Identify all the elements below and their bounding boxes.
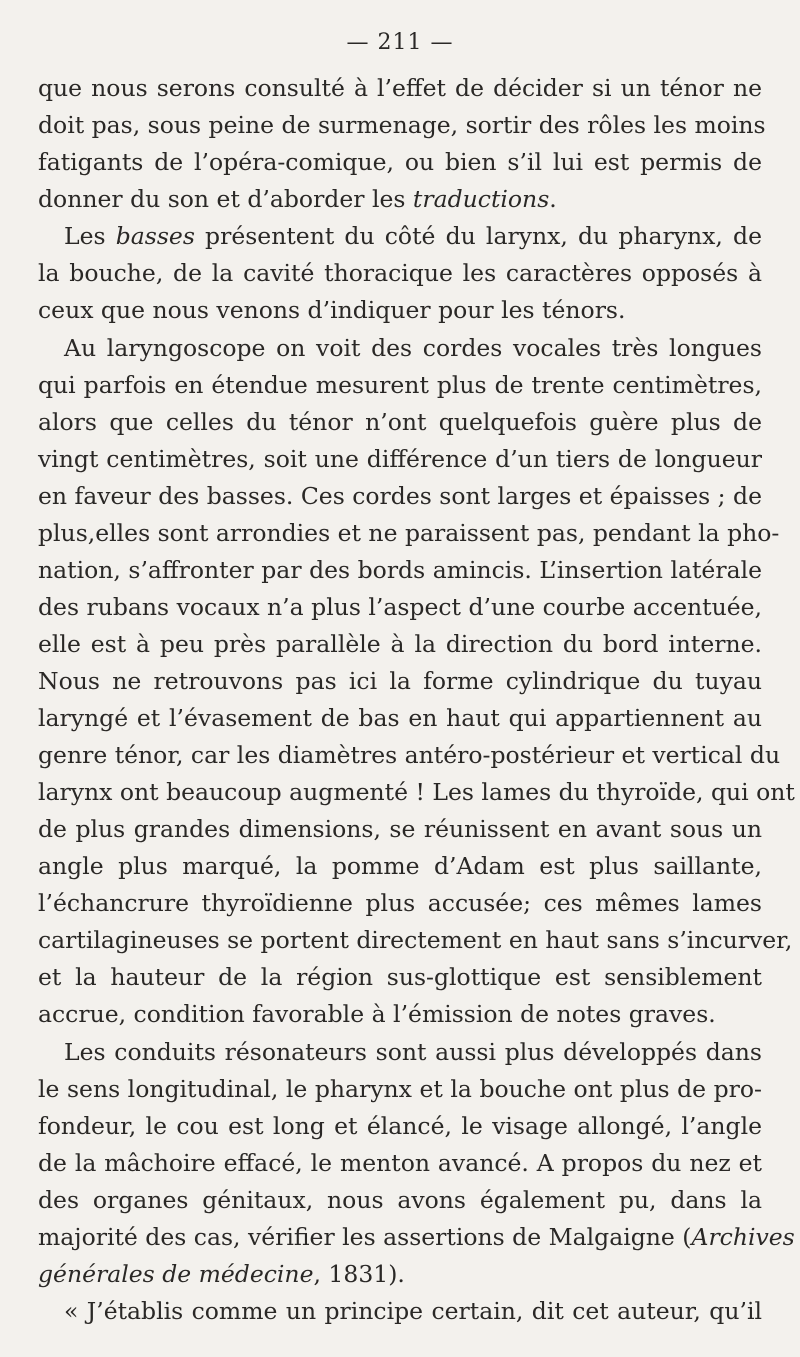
page-number: — 211 — (346, 30, 454, 55)
text-line: générales de médecine, 1831). (38, 1260, 405, 1288)
text-line: qui parfois en étendue mesurent plus de trente centimètres, (38, 371, 762, 399)
text-line: vingt centimètres, soit une différence d’un tiers de longueur (38, 445, 762, 473)
text-line: cartilagineuses se portent directement en haut sans s’incurver, (38, 926, 793, 954)
text-line: doit pas, sous peine de surmenage, sortir des rôles les moins (38, 111, 766, 139)
text-line: des rubans vocaux n’a plus l’aspect d’une courbe accentuée, (38, 593, 762, 621)
text-line: fatigants de l’opéra-comique, ou bien s’il lui est permis de (38, 148, 762, 176)
text-line: que nous serons consulté à l’effet de décider si un ténor ne (38, 74, 762, 102)
text-line: Au laryngoscope on voit des cordes vocales très longues (64, 334, 762, 362)
text-line: l’échancrure thyroïdienne plus accusée; ces mêmes lames (38, 889, 762, 917)
text-line: « J’établis comme un principe certain, dit cet auteur, qu’il (64, 1297, 762, 1325)
text-line: alors que celles du ténor n’ont quelquefois guère plus de (38, 408, 762, 436)
text-line: fondeur, le cou est long et élancé, le visage allongé, l’angle (38, 1112, 762, 1140)
text-line: de la mâchoire effacé, le menton avancé. A propos du nez et (38, 1149, 762, 1177)
text-line: des organes génitaux, nous avons également pu, dans la (38, 1186, 762, 1214)
text-line: le sens longitudinal, le pharynx et la bouche ont plus de pro- (38, 1075, 762, 1103)
text-line: larynx ont beaucoup augmenté ! Les lames du thyroïde, qui ont (38, 778, 795, 806)
text-line: plus,elles sont arrondies et ne paraissent pas, pendant la pho- (38, 519, 780, 547)
text-line: donner du son et d’aborder les traductions. (38, 185, 557, 213)
text-line: de plus grandes dimensions, se réunissent en avant sous un (38, 815, 762, 843)
text-line: ceux que nous venons d’indiquer pour les ténors. (38, 296, 626, 324)
text-line: laryngé et l’évasement de bas en haut qui appartiennent au (38, 704, 762, 732)
text-line: Nous ne retrouvons pas ici la forme cylindrique du tuyau (38, 667, 762, 695)
text-line: elle est à peu près parallèle à la direction du bord interne. (38, 630, 762, 658)
text-line: Les basses présentent du côté du larynx, du pharynx, de (64, 222, 763, 250)
text-line: et la hauteur de la région sus-glottique est sensiblement (38, 963, 762, 991)
text-line: accrue, condition favorable à l’émission de notes graves. (38, 1000, 716, 1028)
text-line: angle plus marqué, la pomme d’Adam est plus saillante, (38, 852, 762, 880)
text-line: nation, s’affronter par des bords amincis. L’insertion latérale (38, 556, 762, 584)
text-line: genre ténor, car les diamètres antéro-postérieur et vertical du (38, 741, 781, 769)
text-line: majorité des cas, vérifier les assertions de Malgaigne (Archives (38, 1223, 795, 1251)
text-line: Les conduits résonateurs sont aussi plus développés dans (64, 1038, 762, 1066)
text-line: la bouche, de la cavité thoracique les caractères opposés à (38, 259, 762, 287)
text-line: en faveur des basses. Ces cordes sont larges et épaisses ; de (38, 482, 762, 510)
